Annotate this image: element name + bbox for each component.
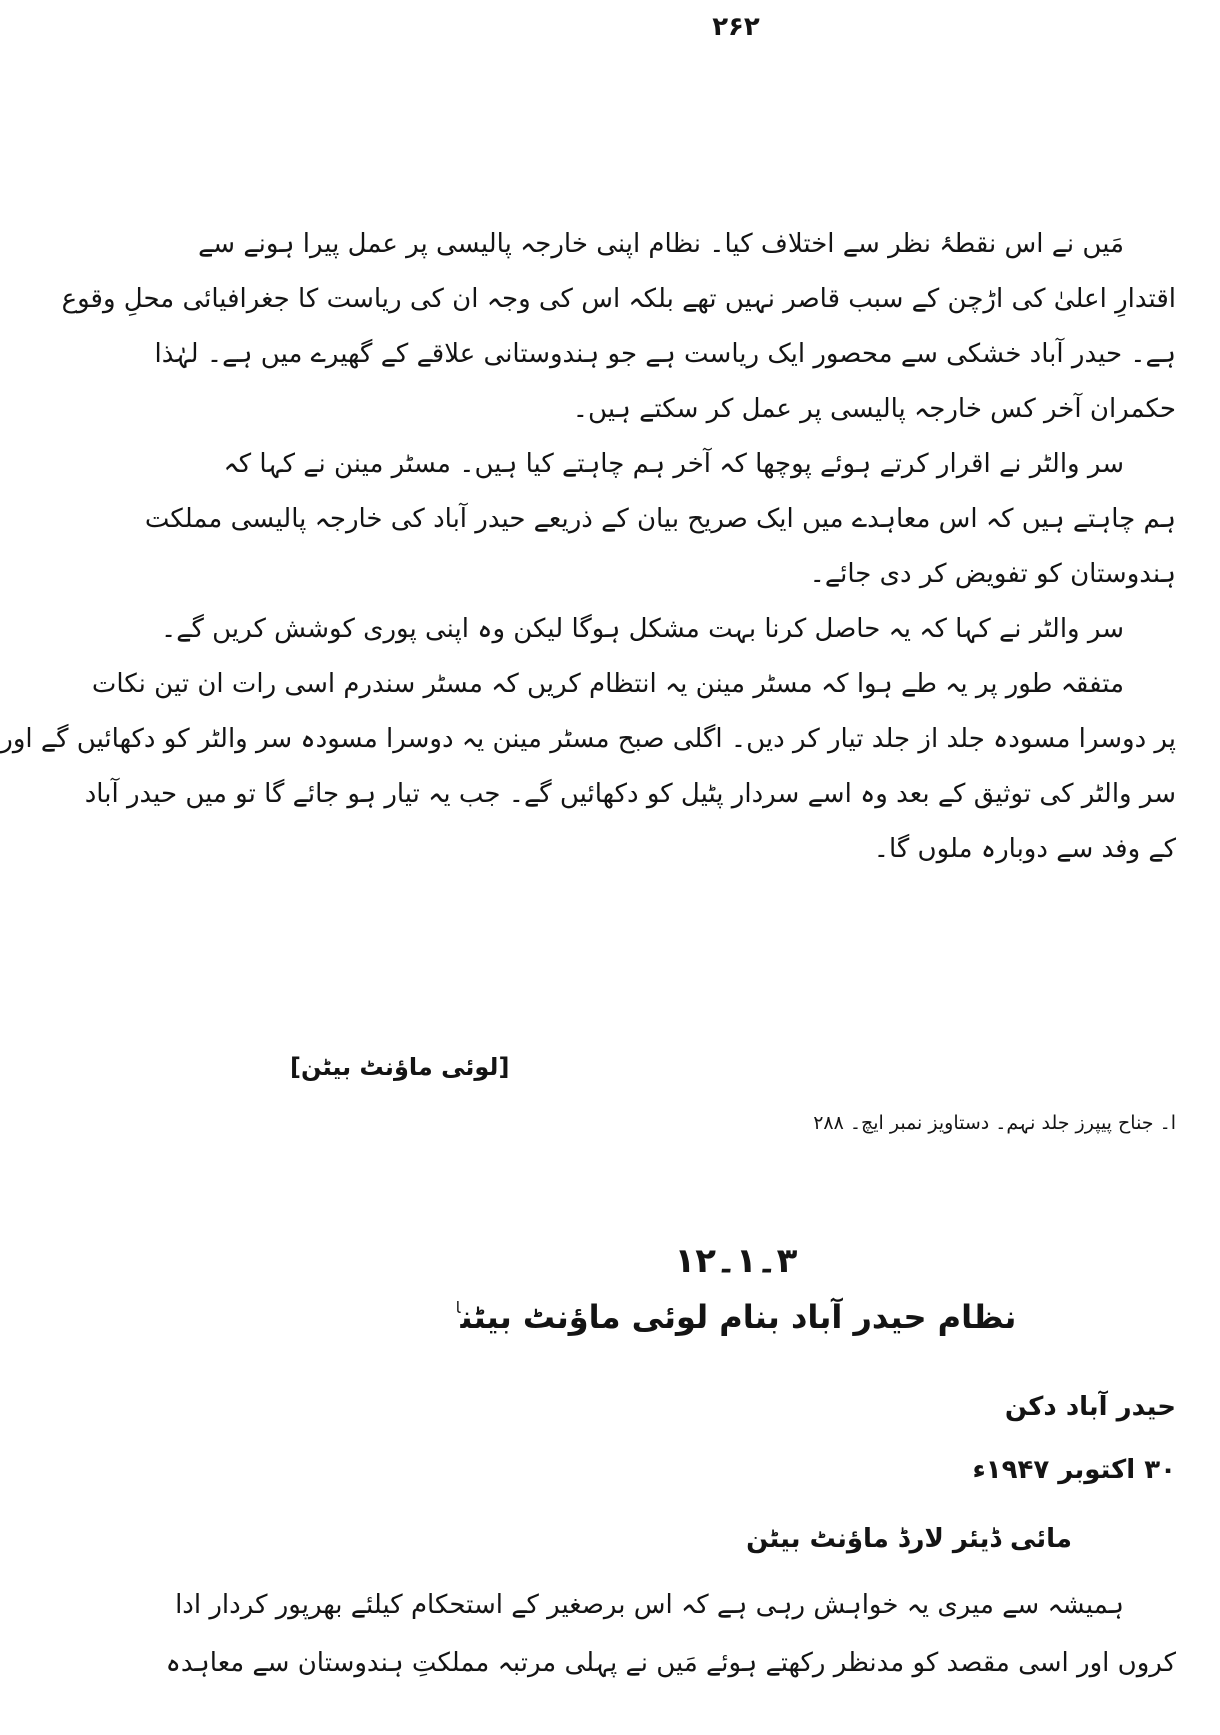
- letter-date: ۳۰ اکتوبر ۱۹۴۷ء: [972, 1455, 1176, 1485]
- letter-salutation: مائی ڈیئر لارڈ ماؤنٹ بیٹن: [746, 1524, 1072, 1554]
- signature: [لوئی ماؤنٹ بیٹن]: [290, 1053, 510, 1081]
- body-line-11: سر والٹر کی توثیق کے بعد وہ اسے سردار پٹیل کو دکھائیں گے۔ جب یہ تیار ہو جائے گا تو میں حیدر آباد: [84, 779, 1176, 809]
- body-text: [0, 228, 1176, 888]
- body-line-6: ہم چاہتے ہیں کہ اس معاہدے میں ایک صریح بیان کے ذریعے حیدر آباد کی خارجہ پالیسی مملکت: [144, 504, 1176, 534]
- letter-line-2: کروں اور اسی مقصد کو مدنظر رکھتے ہوئے مَیں نے پہلی مرتبہ مملکتِ ہندوستان سے معاہدہ: [165, 1648, 1176, 1678]
- document-title: [252, 1298, 1220, 1336]
- body-line-7: ہندوستان کو تفویض کر دی جائے۔: [809, 559, 1176, 589]
- letter-body: [165, 1589, 1176, 1705]
- body-line-3: ہے۔ حیدر آباد خشکی سے محصور ایک ریاست ہے جو ہندوستانی علاقے کے گھیرے میں ہے۔ لہٰذا: [154, 339, 1176, 369]
- letter-line-1: ہمیشہ سے میری یہ خواہش رہی ہے کہ اس برصغیر کے استحکام کیلئے بھرپور کردار ادا: [175, 1590, 1124, 1620]
- body-line-2: اقتدارِ اعلیٰ کی اڑچن کے سبب قاصر نہیں تھے بلکہ اس کی وجہ ان کی ریاست کا جغرافیائی محلِ وقوع: [61, 284, 1176, 314]
- body-line-9: متفقہ طور پر یہ طے ہوا کہ مسٹر مینن یہ انتظام کریں کہ مسٹر سندرم اسی رات ان تین نکات: [91, 669, 1124, 699]
- body-line-1: مَیں نے اس نقطۂ نظر سے اختلاف کیا۔ نظام اپنی خارجہ پالیسی پر عمل پیرا ہونے سے: [198, 229, 1124, 259]
- body-line-10: پر دوسرا مسودہ جلد از جلد تیار کر دیں۔ اگلی صبح مسٹر مینن یہ دوسرا مسودہ سر والٹر کو دکھائیں گے اور: [0, 724, 1176, 754]
- footnote: ا۔ جناح پیپرز جلد نہم۔ دستاویز نمبر ایچ۔ ۲۸۸: [813, 1112, 1176, 1134]
- body-line-4: حکمران آخر کس خارجہ پالیسی پر عمل کر سکتے ہیں۔: [572, 394, 1176, 424]
- page-number: ۲۶۲: [712, 12, 760, 42]
- title-footnote-mark: ا: [455, 1298, 461, 1317]
- document-number: ۳۔۱۔۱۲: [674, 1241, 798, 1281]
- document-title-text: نظام حیدر آباد بنام لوئی ماؤنٹ بیٹن: [460, 1298, 1017, 1336]
- body-line-5: سر والٹر نے اقرار کرتے ہوئے پوچھا کہ آخر ہم چاہتے کیا ہیں۔ مسٹر مینن نے کہا کہ: [223, 449, 1124, 479]
- body-line-8: سر والٹر نے کہا کہ یہ حاصل کرنا بہت مشکل ہوگا لیکن وہ اپنی پوری کوشش کریں گے۔: [161, 614, 1124, 644]
- letter-place: حیدر آباد دکن: [1004, 1392, 1176, 1422]
- body-line-12: کے وفد سے دوبارہ ملوں گا۔: [873, 834, 1176, 864]
